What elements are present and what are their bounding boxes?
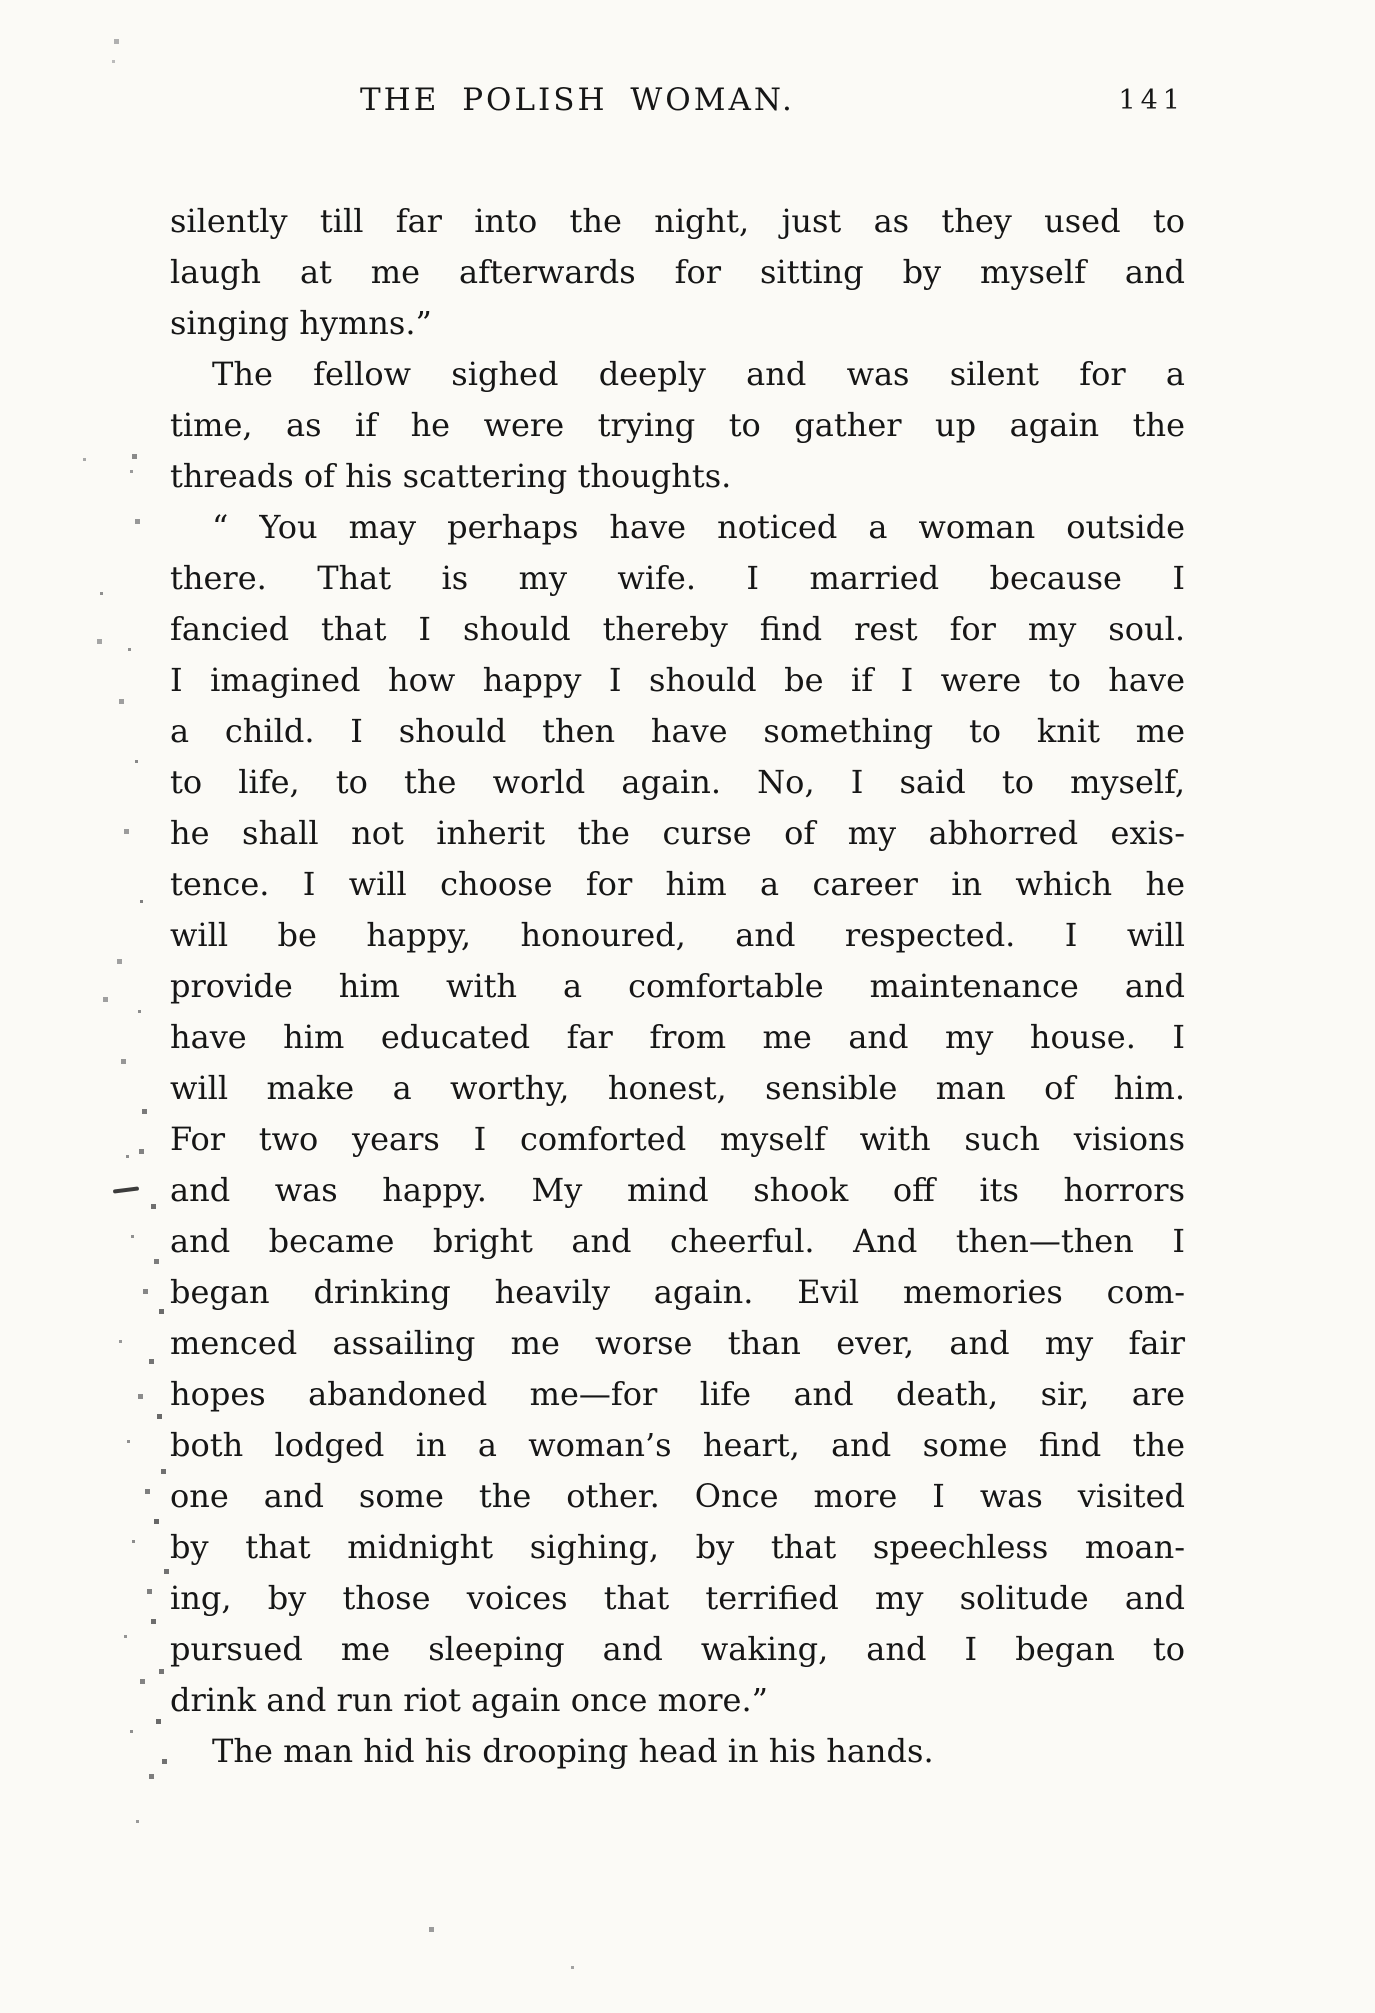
text-line: I imagined how happy I should be if I were to have xyxy=(170,661,1185,699)
text-line: a child. I should then have something to knit me xyxy=(170,712,1185,750)
text-line: provide him with a comfortable maintenance and xyxy=(170,967,1185,1005)
page-number: 141 xyxy=(1118,85,1185,116)
text-line: and became bright and cheerful. And then—then I xyxy=(170,1222,1185,1260)
text-line: will be happy, honoured, and respected. I will xyxy=(170,916,1185,954)
text-line: time, as if he were trying to gather up again the xyxy=(170,406,1185,444)
text-line: The fellow sighed deeply and was silent for a xyxy=(212,355,1185,393)
text-line: will make a worthy, honest, sensible man of him. xyxy=(170,1069,1185,1107)
text-line: drink and run riot again once more.” xyxy=(170,1681,768,1719)
text-line: have him educated far from me and my house. I xyxy=(170,1018,1185,1056)
margin-mark xyxy=(113,1186,139,1193)
text-line: The man hid his drooping head in his hands. xyxy=(212,1732,934,1770)
text-line: laugh at me afterwards for sitting by myself and xyxy=(170,253,1185,291)
text-line: to life, to the world again. No, I said to myself, xyxy=(170,763,1185,801)
text-line: he shall not inherit the curse of my abhorred exis- xyxy=(170,814,1185,852)
text-line: silently till far into the night, just as they used to xyxy=(170,202,1185,240)
text-line: tence. I will choose for him a career in which he xyxy=(170,865,1185,903)
text-line: “ You may perhaps have noticed a woman outside xyxy=(212,508,1185,546)
text-line: fancied that I should thereby find rest for my soul. xyxy=(170,610,1185,648)
text-line: there. That is my wife. I married because I xyxy=(170,559,1185,597)
text-line: threads of his scattering thoughts. xyxy=(170,457,732,495)
text-line: For two years I comforted myself with such visions xyxy=(170,1120,1185,1158)
text-line: and was happy. My mind shook off its horrors xyxy=(170,1171,1185,1209)
running-title: THE POLISH WOMAN. xyxy=(360,82,795,118)
text-line: began drinking heavily again. Evil memories com- xyxy=(170,1273,1185,1311)
text-line: by that midnight sighing, by that speechless moan- xyxy=(170,1528,1185,1566)
body-text xyxy=(170,196,1185,1777)
text-line: hopes abandoned me—for life and death, sir, are xyxy=(170,1375,1185,1413)
page-header xyxy=(170,82,1185,122)
text-line: both lodged in a woman’s heart, and some find the xyxy=(170,1426,1185,1464)
text-line: one and some the other. Once more I was visited xyxy=(170,1477,1185,1515)
text-line: menced assailing me worse than ever, and my fair xyxy=(170,1324,1185,1362)
scan-noise-speckles xyxy=(0,0,3,3)
text-line: singing hymns.” xyxy=(170,304,432,342)
text-line: pursued me sleeping and waking, and I began to xyxy=(170,1630,1185,1668)
text-line: ing, by those voices that terrified my solitude and xyxy=(170,1579,1185,1617)
